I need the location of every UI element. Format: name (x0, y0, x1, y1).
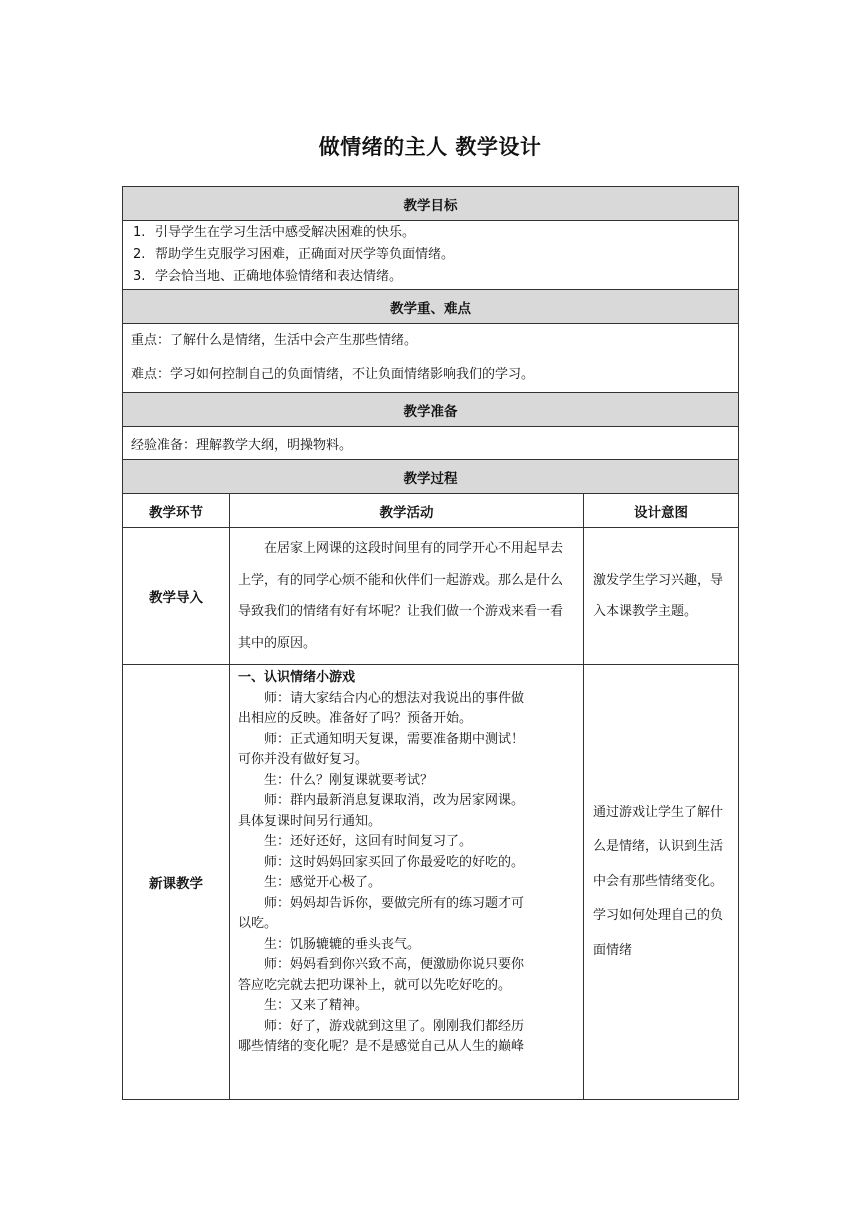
dialogue-line: 具体复课时间另行通知。 (238, 813, 382, 829)
dialogue-line: 生：什么？刚复课就要考试？ (264, 772, 434, 788)
dialogue-line: 以吃。 (238, 916, 278, 931)
stage-intro: 教学导入 (123, 528, 230, 665)
dialogue-line: 师：妈妈却告诉你，要做完所有的练习题才可 (264, 895, 525, 911)
dialogue-line: 答应吃完就去把功课补上，就可以先吃好吃的。 (238, 977, 512, 993)
new-lesson-activity (230, 665, 584, 1100)
dialogue-line: 哪些情绪的变化呢？是不是感觉自己从人生的巅峰 (238, 1039, 525, 1054)
column-header-intent: 设计意图 (584, 494, 739, 528)
dialogue-line: 可你并没有做好复习。 (238, 752, 369, 767)
dialogue-line: 师：群内最新消息复课取消，改为居家网课。 (264, 793, 525, 808)
key-points-heading: 教学重、难点 (123, 290, 739, 324)
goal-item: 1. 引导学生在学习生活中感受解决困难的快乐。 (133, 225, 416, 240)
new-lesson-intent: 通过游戏让学生了解什么是情绪，认识到生活中会有那些情绪变化。学习如何处理自己的负面情绪 (584, 665, 739, 1100)
column-header-stage: 教学环节 (123, 494, 230, 528)
intro-activity (230, 528, 584, 665)
intro-activity-text: 在居家上网课的这段时间里有的同学开心不用起早去上学，有的同学心烦不能和伙伴们一起游戏。那么是什么导致我们的情绪有好有坏呢？让我们做一个游戏来看一看其中的原因。 (238, 541, 564, 651)
dialogue-line: 生：又来了精神。 (264, 998, 369, 1013)
dialogue-line: 生：饥肠辘辘的垂头丧气。 (264, 936, 421, 952)
difficulty-point: 难点：学习如何控制自己的负面情绪，不让负面情绪影响我们的学习。 (131, 367, 535, 382)
goals-heading: 教学目标 (123, 187, 739, 221)
key-points-content (123, 324, 739, 393)
dialogue-line: 师：正式通知明天复课，需要准备期中测试！ (264, 731, 525, 747)
document-title: 做情绪的主人 教学设计 (318, 135, 542, 159)
dialogue-line: 师：好了，游戏就到这里了。刚刚我们都经历 (264, 1018, 525, 1034)
column-header-activity: 教学活动 (230, 494, 584, 528)
intro-intent: 激发学生学习兴趣，导入本课教学主题。 (584, 528, 739, 665)
preparation-text: 经验准备：理解教学大纲，明操物料。 (123, 427, 739, 460)
dialogue-line: 生：还好还好，这回有时间复习了。 (264, 834, 473, 849)
dialogue-line: 出相应的反映。准备好了吗？预备开始。 (238, 711, 473, 726)
goals-list (123, 221, 739, 290)
lesson-plan-table (122, 186, 739, 1100)
activity-subheading: 一、认识情绪小游戏 (238, 670, 356, 685)
dialogue-line: 师：这时妈妈回家买回了你最爱吃的好吃的。 (264, 854, 525, 870)
dialogue-line: 师：请大家结合内心的想法对我说出的事件做 (264, 690, 525, 706)
goal-item: 2. 帮助学生克服学习困难，正确面对厌学等负面情绪。 (133, 247, 455, 262)
preparation-heading: 教学准备 (123, 393, 739, 427)
goal-item: 3. 学会恰当地、正确地体验情绪和表达情绪。 (133, 269, 403, 284)
process-heading: 教学过程 (123, 460, 739, 494)
stage-new-lesson: 新课教学 (123, 665, 230, 1100)
focus-point: 重点：了解什么是情绪，生活中会产生那些情绪。 (131, 333, 418, 348)
dialogue-line: 生：感觉开心极了。 (264, 875, 382, 890)
dialogue-line: 师：妈妈看到你兴致不高，便激励你说只要你 (264, 957, 525, 972)
